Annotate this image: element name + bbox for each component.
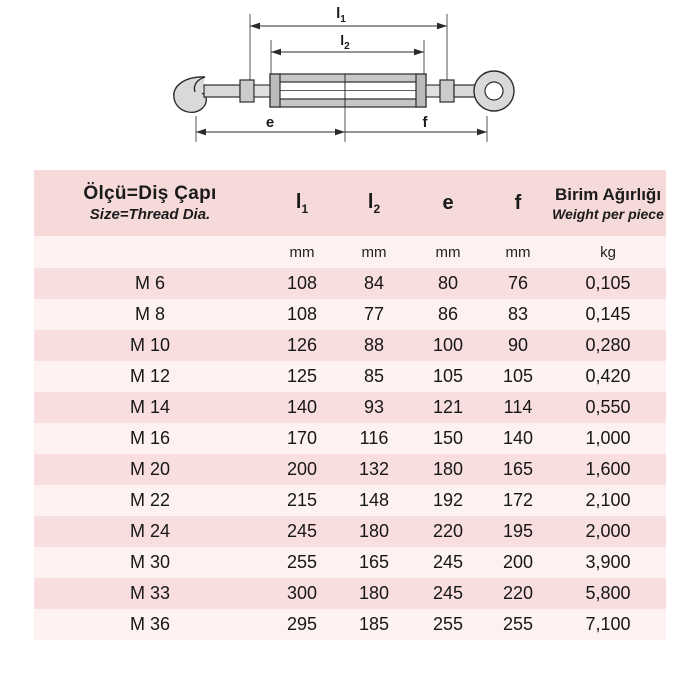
dimension-label-l1: $l_1$ <box>336 5 346 25</box>
cell-e: 245 <box>432 552 464 572</box>
cell-l1: 108 <box>286 273 318 293</box>
table-row <box>34 609 666 640</box>
table-row <box>34 361 666 392</box>
specification-table-wrapper <box>34 170 666 640</box>
cell-e: 245 <box>432 583 464 603</box>
cell-e: 100 <box>432 335 464 355</box>
cell-size: M 6 <box>134 273 165 293</box>
header-weight-en: Weight per piece <box>552 205 664 222</box>
table-row <box>34 268 666 299</box>
right-threaded-rod <box>426 85 440 97</box>
cell-l1: 245 <box>286 521 318 541</box>
cell-l1: 200 <box>286 459 318 479</box>
cell-l2: 88 <box>363 335 385 355</box>
cell-l1: 126 <box>286 335 318 355</box>
dimension-line-l1 <box>250 23 447 30</box>
cell-size: M 8 <box>134 304 165 324</box>
header-cell-l2 <box>338 170 410 236</box>
table-header-row <box>34 170 666 236</box>
cell-f: 255 <box>502 614 534 634</box>
cell-e: 121 <box>432 397 464 417</box>
cell-l2: 180 <box>358 583 390 603</box>
table-row <box>34 547 666 578</box>
cell-l1: 125 <box>286 366 318 386</box>
cell-l2: 77 <box>363 304 385 324</box>
cell-l1: 300 <box>286 583 318 603</box>
header-cell-weight <box>550 170 666 236</box>
cell-e: 105 <box>432 366 464 386</box>
cell-l2: 185 <box>358 614 390 634</box>
cell-size: M 14 <box>129 397 171 417</box>
table-row <box>34 423 666 454</box>
header-size-tr: Ölçü=Diş Çapı <box>83 183 217 204</box>
cell-size: M 16 <box>129 428 171 448</box>
left-threaded-rod <box>254 85 272 97</box>
cell-size: M 10 <box>129 335 171 355</box>
cell-weight: 0,105 <box>585 273 631 293</box>
eye-end <box>474 71 514 111</box>
cell-size: M 33 <box>129 583 171 603</box>
header-cell-l1 <box>266 170 338 236</box>
table-row <box>34 299 666 330</box>
cell-f: 114 <box>503 397 533 417</box>
dimension-label-f: f <box>422 114 428 131</box>
turnbuckle-body <box>270 74 426 107</box>
cell-f: 165 <box>502 459 534 479</box>
cell-f: 90 <box>507 335 529 355</box>
cell-l1: 170 <box>286 428 318 448</box>
cell-f: 140 <box>502 428 534 448</box>
cell-l1: 295 <box>286 614 318 634</box>
turnbuckle-drawing-svg <box>0 0 700 168</box>
cell-e: 255 <box>432 614 464 634</box>
dimension-line-f <box>345 129 487 136</box>
cell-f: 220 <box>502 583 534 603</box>
unit-cell-weight: kg <box>600 243 616 261</box>
cell-l2: 116 <box>359 428 389 448</box>
table-row <box>34 454 666 485</box>
cell-l1: 108 <box>286 304 318 324</box>
unit-cell-size <box>34 236 266 268</box>
left-lock-nut <box>240 80 254 102</box>
cell-l2: 180 <box>358 521 390 541</box>
cell-weight: 0,145 <box>585 304 631 324</box>
cell-weight: 0,420 <box>585 366 631 386</box>
cell-l2: 93 <box>363 397 385 417</box>
cell-f: 200 <box>502 552 534 572</box>
cell-e: 80 <box>437 273 459 293</box>
header-cell-f <box>486 170 550 236</box>
eye-shank <box>454 85 476 97</box>
cell-size: M 30 <box>129 552 171 572</box>
dimension-label-l2: $l_2$ <box>340 32 350 52</box>
cell-l1: 255 <box>286 552 318 572</box>
cell-size: M 22 <box>129 490 171 510</box>
cell-l2: 132 <box>358 459 390 479</box>
table-row <box>34 578 666 609</box>
cell-l2: 148 <box>358 490 390 510</box>
cell-size: M 20 <box>129 459 171 479</box>
table-row <box>34 330 666 361</box>
cell-l1: 215 <box>286 490 318 510</box>
hook-shank <box>204 85 240 97</box>
right-lock-nut <box>440 80 454 102</box>
unit-cell-f: mm <box>505 243 531 261</box>
header-weight-tr: Birim Ağırlığı <box>554 184 662 204</box>
header-l1: $l_1$ <box>295 190 309 216</box>
cell-weight: 5,800 <box>585 583 631 603</box>
cell-weight: 1,600 <box>585 459 631 479</box>
cell-e: 86 <box>437 304 459 324</box>
cell-weight: 2,100 <box>585 490 631 510</box>
cell-l2: 165 <box>358 552 390 572</box>
cell-f: 83 <box>507 304 529 324</box>
table-units-row <box>34 236 666 268</box>
header-f: f <box>514 191 522 214</box>
cell-e: 192 <box>432 490 464 510</box>
cell-f: 195 <box>502 521 534 541</box>
table-row <box>34 516 666 547</box>
header-size-en: Size=Thread Dia. <box>89 206 211 223</box>
cell-size: M 36 <box>129 614 171 634</box>
cell-weight: 0,280 <box>585 335 631 355</box>
cell-size: M 24 <box>129 521 171 541</box>
hook-end <box>174 77 206 112</box>
cell-weight: 1,000 <box>585 428 631 448</box>
cell-e: 180 <box>432 459 464 479</box>
header-cell-size <box>34 170 266 236</box>
header-l2: $l_2$ <box>367 190 381 216</box>
unit-cell-l2: mm <box>361 243 387 261</box>
cell-e: 150 <box>432 428 464 448</box>
cell-weight: 3,900 <box>585 552 631 572</box>
cell-f: 172 <box>502 490 534 510</box>
unit-cell-e: mm <box>435 243 461 261</box>
header-cell-e <box>410 170 486 236</box>
cell-l2: 84 <box>363 273 385 293</box>
table-row <box>34 485 666 516</box>
cell-weight: 0,550 <box>585 397 631 417</box>
dimension-label-e: e <box>265 114 275 131</box>
cell-f: 105 <box>502 366 534 386</box>
cell-weight: 2,000 <box>585 521 631 541</box>
cell-l2: 85 <box>363 366 385 386</box>
specification-table <box>34 170 666 640</box>
cell-f: 76 <box>507 273 529 293</box>
cell-e: 220 <box>432 521 464 541</box>
header-e: e <box>442 191 454 214</box>
technical-drawing <box>0 0 700 168</box>
cell-size: M 12 <box>129 366 171 386</box>
table-row <box>34 392 666 423</box>
cell-weight: 7,100 <box>585 614 631 634</box>
cell-l1: 140 <box>286 397 318 417</box>
unit-cell-l1: mm <box>289 243 315 261</box>
